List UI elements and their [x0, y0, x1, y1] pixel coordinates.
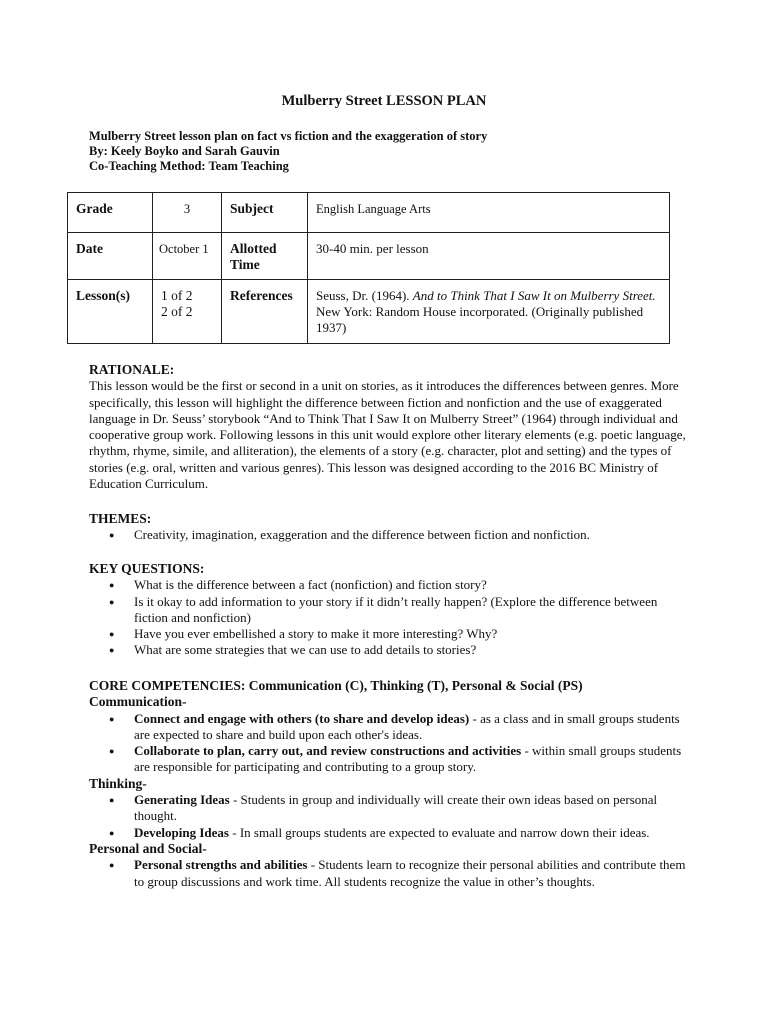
key-questions-list	[89, 577, 689, 658]
thinking-heading: Thinking-	[89, 775, 147, 791]
list-item: ● Is it okay to add information to your story if it didn’t really happen? (Explore the difference between fiction and nonfiction)	[89, 594, 689, 627]
rationale-text: This lesson would be the first or second in a unit on stories, as it introduces the differences between genres. More specifically, this lesson will highlight the difference between fiction and nonfiction and the use of exaggerated language in Dr. Seuss’ storybook “And to Think That I Saw It on Mulberry Street” (1964) through individual and cooperative group work. Following lessons in this unit would explore other literary elements (e.g. poetic language, rhythm, rhyme, simile, and alliteration), the elements of a story (e.g. character, plot and setting) and the types of stories (e.g. oral, written and various genres). This lesson was designed according to the 2016 BC Ministry of Education Curriculum.	[89, 378, 686, 492]
lesson-meta	[89, 129, 487, 174]
lessons-label: Lesson(s)	[76, 288, 131, 303]
list-item: ● What are some strategies that we can use to add details to stories?	[89, 642, 689, 658]
item-text: - Students learn to recognize their personal abilities and contribute them to group discussions and work time. All students recognize the value in other’s thoughts.	[134, 857, 686, 889]
personal-social-list	[89, 857, 689, 890]
item-text: - within small groups students are responsible for participating and contributing to a group story.	[134, 743, 682, 775]
table-row	[68, 193, 670, 233]
table-row	[68, 233, 670, 280]
table-row	[68, 280, 670, 344]
page-title: Mulberry Street LESSON PLAN	[281, 93, 487, 109]
reference-publisher: New York: Random House incorporated. (Originally published 1937)	[316, 304, 644, 335]
lesson-info-table	[67, 192, 670, 344]
item-title: Generating Ideas	[134, 792, 230, 808]
core-competencies-heading: CORE COMPETENCIES: Communication (C), Thinking (T), Personal & Social (PS)	[89, 678, 583, 693]
subject-label: Subject	[230, 201, 274, 216]
item-title: Personal strengths and abilities	[134, 857, 308, 873]
allotted-time-label: Allotted Time	[230, 241, 277, 272]
grade-value: 3	[183, 202, 191, 216]
list-item: ● What is the difference between a fact (nonfiction) and fiction story?	[89, 577, 689, 593]
grade-label: Grade	[76, 201, 113, 216]
core-competencies-section	[89, 678, 689, 890]
lesson-authors: By: Keely Boyko and Sarah Gauvin	[89, 144, 280, 158]
item-text: - In small groups students are expected to evaluate and narrow down their ideas.	[228, 824, 650, 840]
allotted-time-value: 30-40 min. per lesson	[316, 241, 429, 256]
rationale-heading: RATIONALE:	[89, 362, 175, 377]
key-questions-heading: KEY QUESTIONS:	[89, 561, 205, 576]
lesson-description: Mulberry Street lesson plan on fact vs fiction and the exaggeration of story	[89, 129, 488, 143]
lesson-2-of-2: 2 of 2	[161, 304, 193, 319]
references-value	[308, 280, 669, 340]
list-item	[89, 743, 689, 776]
item-title: Collaborate to plan, carry out, and review constructions and activities	[134, 743, 522, 759]
list-item	[89, 825, 689, 841]
date-value: October 1	[159, 242, 209, 256]
themes-list	[89, 527, 689, 543]
item-text: - Students in group and individually will create their own ideas based on personal thought.	[134, 792, 658, 824]
list-item	[89, 792, 689, 825]
date-label: Date	[76, 241, 103, 256]
item-title: Developing Ideas	[134, 824, 229, 840]
references-label: References	[230, 288, 293, 303]
item-text: - as a class and in small groups students are expected to share and build upon each other's ideas.	[134, 710, 680, 742]
communication-heading: Communication-	[89, 694, 187, 710]
item-title: Connect and engage with others (to share and develop ideas)	[134, 710, 470, 726]
thinking-list	[89, 792, 689, 841]
list-item: ● Have you ever embellished a story to make it more interesting? Why?	[89, 626, 689, 642]
key-questions-section	[89, 561, 689, 659]
communication-list	[89, 711, 689, 776]
reference-book-title: And to Think That I Saw It on Mulberry Street.	[412, 288, 656, 303]
themes-section	[89, 511, 689, 544]
personal-social-heading: Personal and Social-	[89, 840, 207, 856]
list-item: ● Creativity, imagination, exaggeration and the difference between fiction and nonfiction.	[89, 527, 689, 543]
co-teaching-method: Co-Teaching Method: Team Teaching	[89, 159, 289, 173]
list-item	[89, 857, 689, 890]
lessons-value	[153, 280, 221, 324]
list-item	[89, 711, 689, 744]
subject-value: English Language Arts	[316, 202, 431, 216]
themes-heading: THEMES:	[89, 511, 152, 526]
reference-author: Seuss, Dr. (1964).	[316, 288, 413, 303]
rationale-section	[89, 362, 689, 492]
lesson-1-of-2: 1 of 2	[161, 288, 193, 303]
